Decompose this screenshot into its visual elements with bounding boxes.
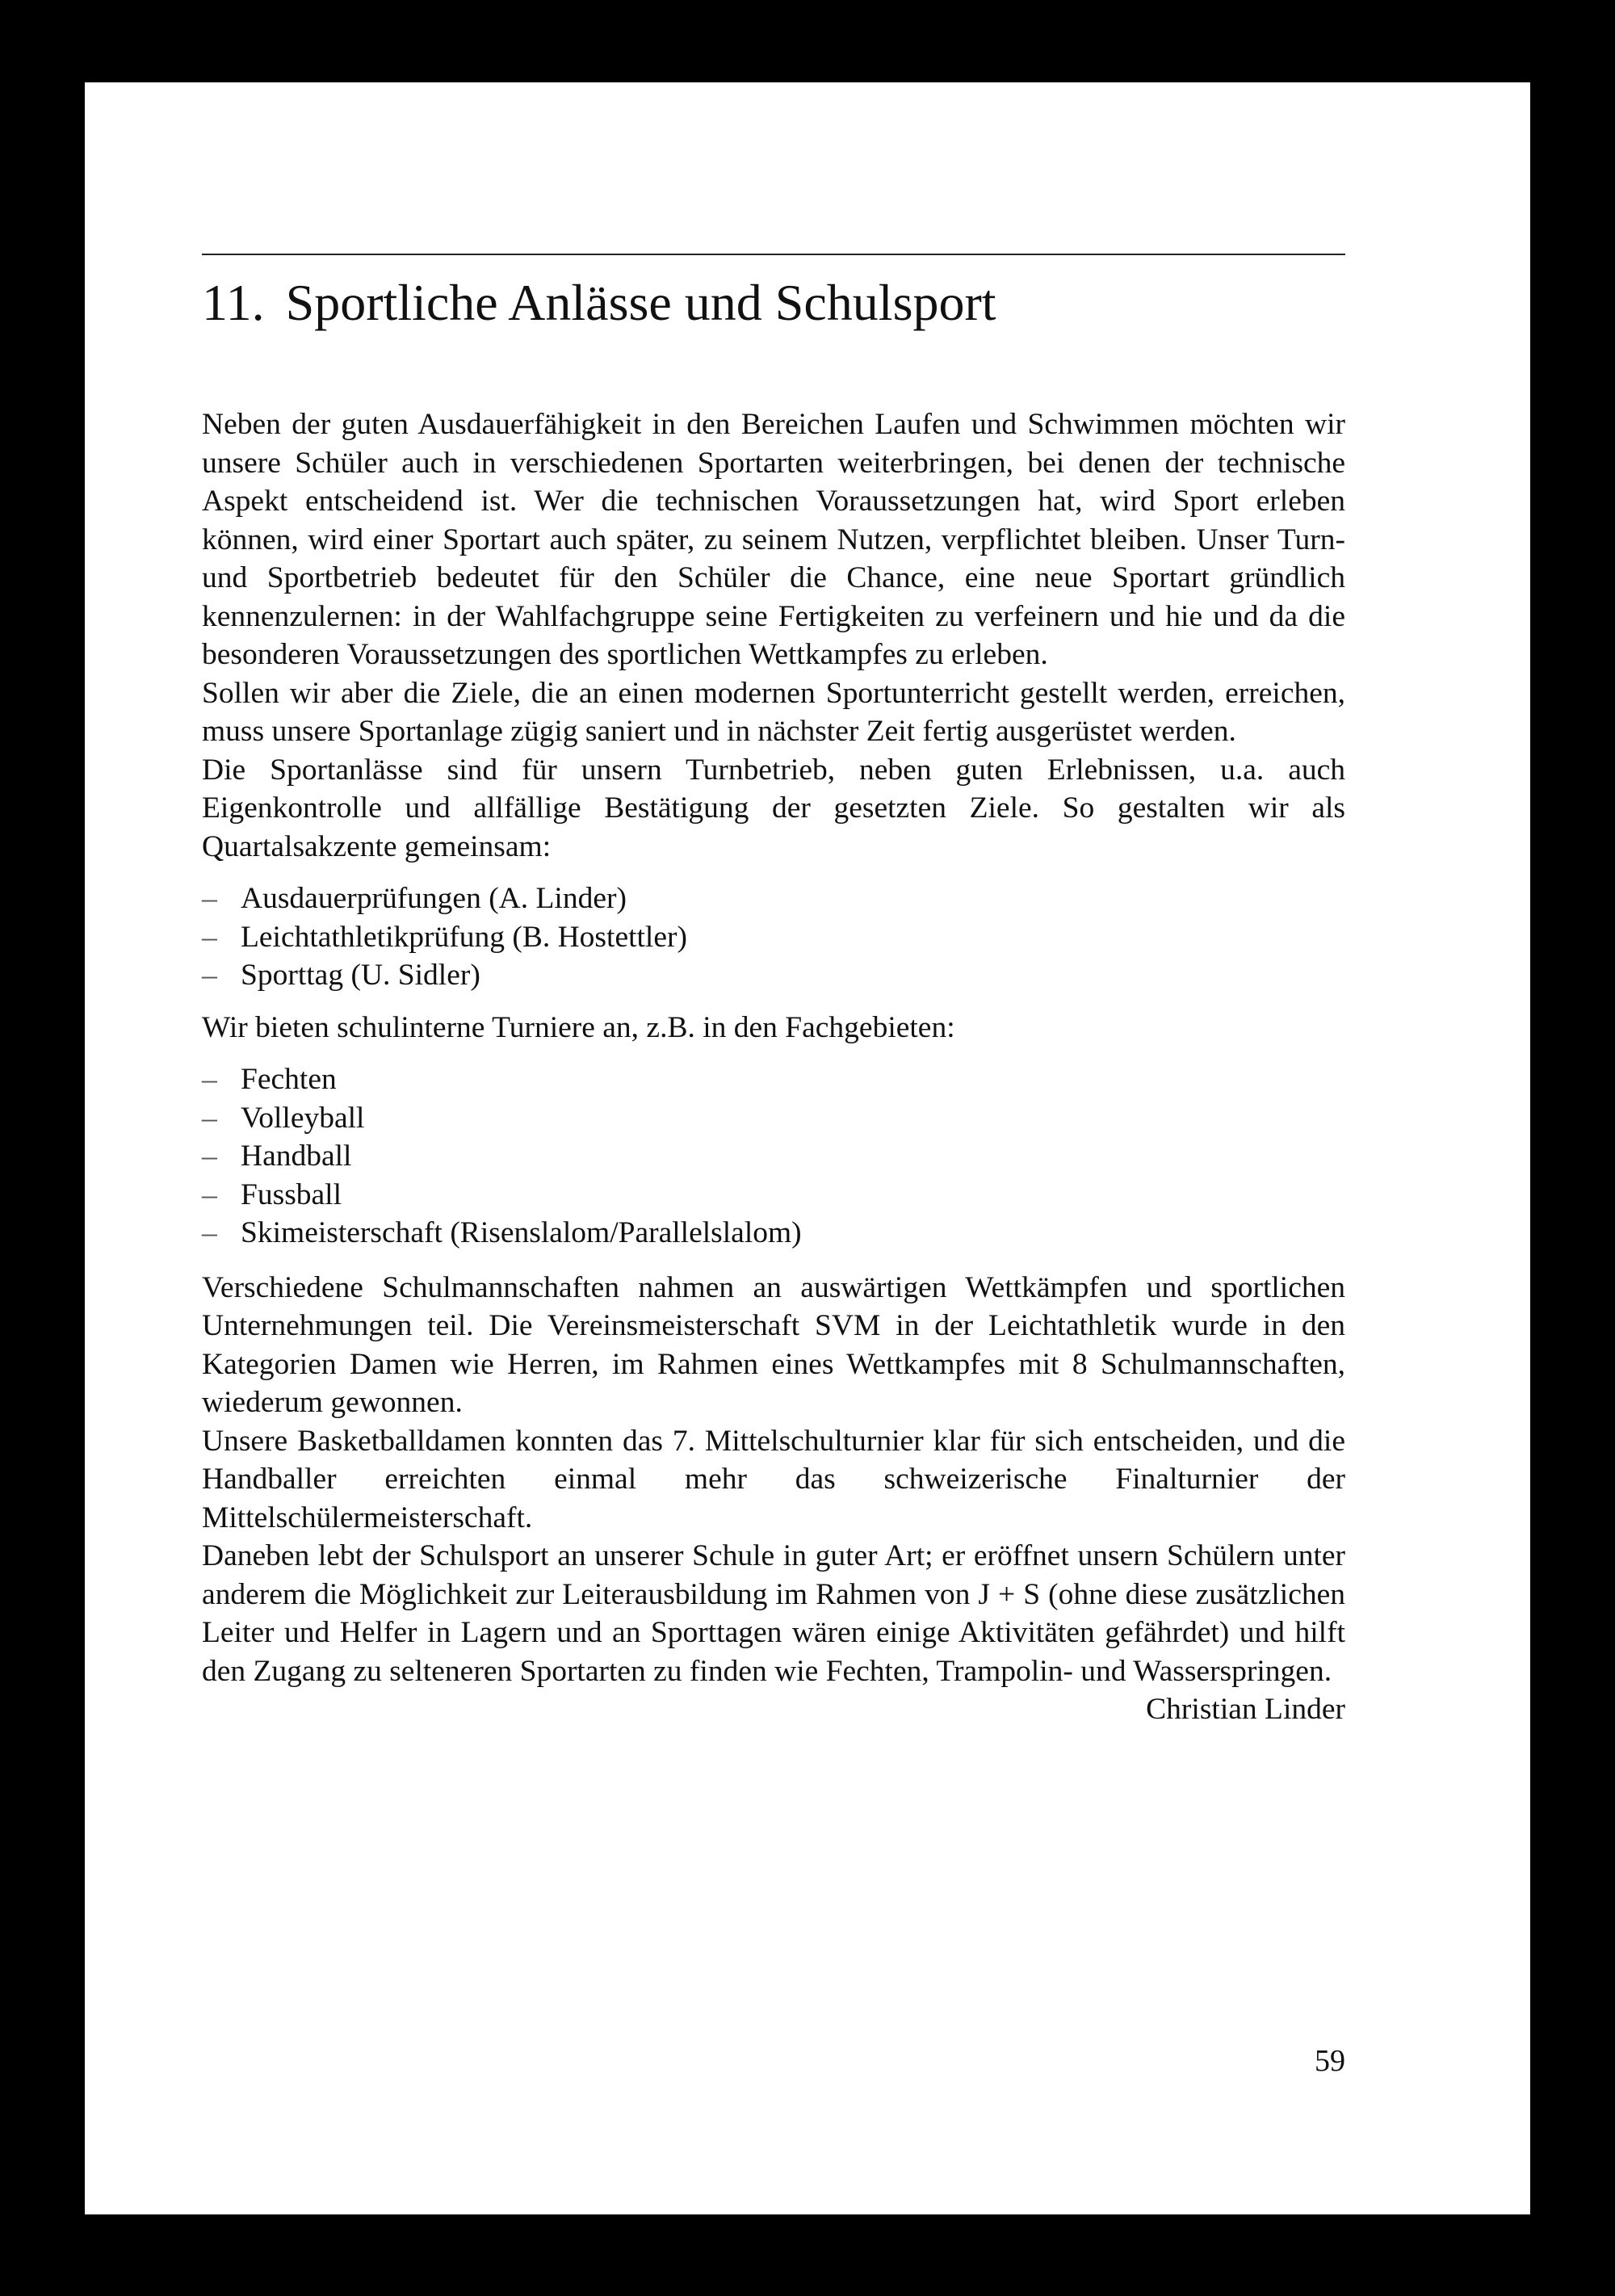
chapter-title: Sportliche Anlässe und Schulsport xyxy=(285,274,996,331)
list-dash: – xyxy=(202,1140,217,1173)
list-dash: – xyxy=(202,1216,217,1249)
list-item: – Fussball xyxy=(202,1176,1345,1215)
chapter-number: 11. xyxy=(202,274,265,331)
chapter-top-rule xyxy=(202,254,1345,255)
list-item: – Sporttag (U. Sidler) xyxy=(202,956,1345,995)
list-dash: – xyxy=(202,959,217,992)
page-number: 59 xyxy=(1315,2044,1345,2078)
list-item: – Skimeisterschaft (Risenslalom/Parallelslalom) xyxy=(202,1214,1345,1253)
paragraph-intro: Neben der guten Ausdauerfähigkeit in den Bereichen Laufen und Schwimmen möchten wir unsere Schüler auch in verschiedenen Sportarten weiterbringen, bei denen der technische Aspekt entscheidend ist. Wer die technischen Voraussetzungen hat, wird Sport erleben können, wird einer Sportart auch später, zu seinem Nutzen, verpflichtet bleiben. Unser Turn- und Sportbetrieb bedeutet für den Schüler die Chance, eine neue Sportart gründlich kennenzulernen: in der Wahlfachgruppe seine Fertigkeiten zu verfeinern und hie und da die besonderen Voraussetzungen des sportlichen Wettkampfes zu erleben. xyxy=(202,408,1345,671)
list-item: – Fechten xyxy=(202,1060,1345,1099)
paragraph-tournaments-intro: Wir bieten schulinterne Turniere an, z.B. in den Fachgebieten: xyxy=(202,1010,955,1044)
paragraph-school-sport: Daneben lebt der Schulsport an unserer Schule in guter Art; er eröffnet unsern Schülern unter anderem die Möglichkeit zur Leiterausbildung im Rahmen von J + S (ohne diese zusätzlichen Leiter und Helfer in Lagern und an Sporttagen wären einige Aktivitäten gefährdet) und hilft den Zugang zu selteneren Sportarten zu finden wie Fechten, Trampolin- und Wasserspringen. xyxy=(202,1539,1345,1688)
document-page xyxy=(85,82,1530,2214)
list-item: – Leichtathletikprüfung (B. Hostettler) xyxy=(202,918,1345,957)
list-dash: – xyxy=(202,920,217,954)
article-body xyxy=(202,405,1345,1729)
quarter-events-list xyxy=(202,879,1345,995)
list-item: – Ausdauerprüfungen (A. Linder) xyxy=(202,879,1345,918)
list-dash: – xyxy=(202,882,217,915)
chapter-heading xyxy=(202,275,1345,331)
list-item: – Handball xyxy=(202,1137,1345,1176)
paragraph-goals: Sollen wir aber die Ziele, die an einen modernen Sportunterricht gestellt werden, erreichen, muss unsere Sportanlage zügig saniert und in nächster Zeit fertig ausgerüstet werden. xyxy=(202,676,1345,748)
paragraph-competitions: Verschiedene Schulmannschaften nahmen an auswärtigen Wettkämpfen und sportlichen Unternehmungen teil. Die Vereinsmeisterschaft SVM in der Leichtathletik wurde in den Kategorien Damen wie Herren, im Rahmen eines Wettkampfes mit 8 Schulmannschaften, wiederum gewonnen. xyxy=(202,1270,1345,1419)
list-item: – Volleyball xyxy=(202,1099,1345,1138)
list-dash: – xyxy=(202,1063,217,1096)
list-dash: – xyxy=(202,1177,217,1211)
tournaments-list xyxy=(202,1060,1345,1253)
paragraph-events-intro: Die Sportanlässe sind für unsern Turnbetrieb, neben guten Erlebnissen, u.a. auch Eigenkontrolle und allfällige Bestätigung der gesetzten Ziele. So gestalten wir als Quartalsakzente gemeinsam: xyxy=(202,753,1345,863)
paragraph-basketball: Unsere Basketballdamen konnten das 7. Mittelschulturnier klar für sich entscheiden, und die Handballer erreichten einmal mehr das schweizerische Finalturnier der Mittelschülermeisterschaft. xyxy=(202,1424,1345,1534)
list-dash: – xyxy=(202,1101,217,1135)
author-signature: Christian Linder xyxy=(1146,1693,1345,1726)
